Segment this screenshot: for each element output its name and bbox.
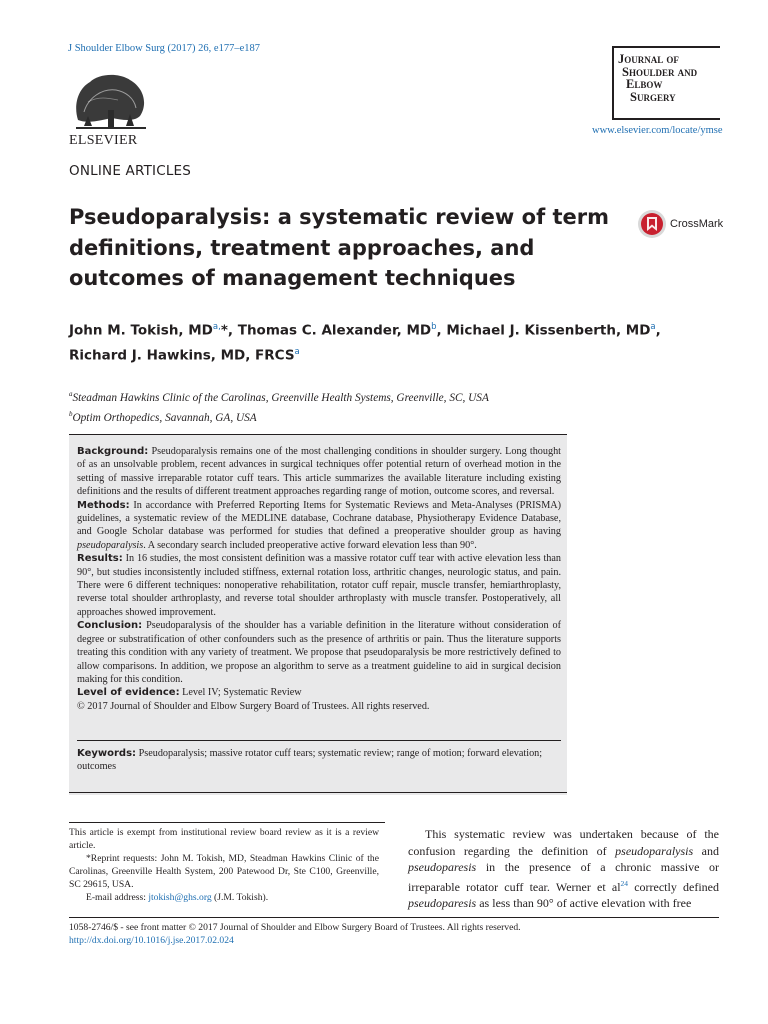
- abstract-text: In 16 studies, the most consistent definition was a massive rotator cuff tear with active elevation less than 90°, but studies inconsistently included stiffness, external rotation loss, arthritic changes, neurologic status, and pain. There were 6 different techniques: nonoperative rehabilitation, rotator cuff repair, muscle transfer, hemiarthroplasty, reverse total shoulder arthroplasty, and reverse total shoulder arthroplasty with muscle transfer. Postoperatively, all approaches showed improvement.: [77, 553, 561, 618]
- affiliation-text: Steadman Hawkins Clinic of the Carolinas, Greenville Health Systems, Greenville, SC, USA: [72, 391, 489, 404]
- body-text-run: correctly defined: [628, 879, 719, 894]
- abstract-italic-term: pseudoparalysis: [77, 539, 144, 551]
- journal-name-line: Shoulder and: [622, 64, 698, 79]
- abstract-text: In accordance with Preferred Reporting Items for Systematic Reviews and Meta-Analyses (PRISMA) guidelines, a systematic review of the MEDLINE database, Cochrane database, Physiotherapy Evidence Database, and Google Scholar database was performed for studies that defined a preoperative shoulder group as having: [77, 499, 561, 538]
- abstract-text: Pseudoparalysis of the shoulder has a variable definition in the literature without consideration of degree or substratification of other confounders such as the presence of arthritis or pain. Thus the literature supports treating this condition with any variety of treatment. We propose that pseudoparalysis be more restrictively defined to allow comparisons. In addition, we propose an algorithm to serve as a treatment guideline to aid in surgical decision making for this condition.: [77, 620, 561, 685]
- body-column: [408, 826, 719, 912]
- author-name: John M. Tokish, MD: [69, 322, 213, 339]
- front-matter-issn: 1058-2746/$ - see front matter © 2017 Journal of Shoulder and Elbow Surgery Board of Trustees. All rights reserved.: [69, 922, 521, 933]
- abstract-heading: Methods:: [77, 499, 130, 511]
- keywords-heading: Keywords:: [77, 748, 137, 759]
- footnote-email-prefix: E-mail address:: [86, 892, 149, 903]
- author-separator: ,: [436, 322, 447, 339]
- author-separator: ,: [655, 322, 661, 339]
- front-matter: [69, 921, 521, 948]
- crossmark-label: CrossMark: [670, 218, 724, 230]
- abstract-heading: Level of evidence:: [77, 687, 180, 699]
- section-label: ONLINE ARTICLES: [69, 163, 192, 179]
- author-name: Thomas C. Alexander, MD: [237, 322, 432, 339]
- affiliation-text: Optim Orthopedics, Savannah, GA, USA: [72, 411, 257, 424]
- author-affil-sup[interactable]: a: [650, 322, 656, 332]
- footnote-irb: This article is exempt from institutional review board review as it is a review article.: [69, 827, 379, 851]
- abstract-text: . A secondary search included preoperative active forward elevation less than 90°.: [143, 539, 477, 551]
- keywords-text: Pseudoparalysis; massive rotator cuff tears; systematic review; range of motion; forward elevation; outcomes: [77, 748, 543, 773]
- page-footer-rule: [69, 917, 719, 918]
- abstract-text: Pseudoparalysis remains one of the most challenging conditions in shoulder surgery. Long thought of as an unsolvable problem, recent advances in surgical techniques offer potential return of overhead motion in the setting of massive irreparable rotator cuff tears. This article summarizes the available literature including existing definitions and the results of different treatment approaches regarding range of motion, outcome scores, and reversal.: [77, 446, 562, 498]
- author-separator: ,: [227, 322, 238, 339]
- abstract-background: [77, 445, 561, 499]
- abstract-results: [77, 552, 561, 619]
- body-italic-term: pseudoparesis: [408, 896, 477, 911]
- affiliation-sup: b: [69, 409, 73, 418]
- abstract-heading: Conclusion:: [77, 620, 143, 632]
- journal-citation[interactable]: J Shoulder Elbow Surg (2017) 26, e177–e187: [68, 43, 260, 54]
- body-text-run: and: [693, 843, 720, 858]
- affiliation-sup: a: [69, 390, 73, 398]
- publisher-name: ELSEVIER: [69, 133, 138, 148]
- abstract-heading: Background:: [77, 446, 149, 457]
- body-italic-term: pseudoparalysis: [615, 843, 694, 858]
- author-affil-sup[interactable]: a,: [212, 322, 221, 332]
- body-paragraph: [408, 826, 719, 912]
- journal-name-line: Elbow: [626, 77, 663, 92]
- journal-name-line: Surgery: [630, 89, 676, 104]
- abstract-text: Level IV; Systematic Review: [182, 687, 302, 699]
- keywords: [77, 747, 561, 774]
- footnote-email: [69, 891, 379, 904]
- article-title: Pseudoparalysis: a systematic review of term definitions, treatment approaches, and outcomes of management techniques: [69, 205, 610, 290]
- abstract-conclusion: [77, 619, 561, 686]
- author-affil-sup[interactable]: a: [294, 346, 300, 357]
- body-text-run: in the presence of a chronic massive or irreparable rotator cuff tear. Werner et al: [408, 860, 719, 894]
- crossmark-button[interactable]: [637, 209, 723, 239]
- abstract-box: [69, 434, 567, 795]
- abstract-divider: [77, 740, 561, 741]
- affiliations: [69, 386, 489, 426]
- author-list: [69, 317, 709, 366]
- crossmark-icon: [637, 209, 667, 239]
- abstract-copyright: © 2017 Journal of Shoulder and Elbow Surgery Board of Trustees. All rights reserved.: [77, 700, 430, 712]
- footnote-divider: [69, 822, 385, 823]
- journal-url-link[interactable]: www.elsevier.com/locate/ymse: [592, 125, 723, 136]
- abstract-heading: Results:: [77, 553, 123, 565]
- journal-logo-text: [618, 53, 697, 103]
- body-italic-term: pseudoparesis: [408, 860, 477, 875]
- journal-name-line: Journal of: [618, 52, 679, 66]
- footnote-email-suffix: (J.M. Tokish).: [211, 892, 269, 903]
- email-link[interactable]: jtokish@ghs.org: [148, 892, 212, 903]
- body-text-run: This systematic review was undertaken because of the confusion regarding the definition of: [408, 827, 719, 858]
- affiliation-item: [69, 386, 489, 406]
- author-corresponding-star: *: [220, 322, 228, 339]
- author-name: Michael J. Kissenberth, MD: [446, 322, 651, 339]
- abstract-bottom-rule: [69, 792, 567, 793]
- abstract-body: [77, 445, 561, 713]
- body-text-run: as less than 90° of active elevation with free: [476, 896, 692, 911]
- abstract-methods: [77, 499, 561, 553]
- reference-link[interactable]: 24: [620, 878, 629, 888]
- footnotes: [69, 826, 379, 904]
- doi-link[interactable]: http://dx.doi.org/10.1016/j.jse.2017.02.024: [69, 935, 234, 947]
- abstract-level-of-evidence: [77, 686, 561, 699]
- footnote-reprint: *Reprint requests: John M. Tokish, MD, Steadman Hawkins Clinic of the Carolinas, Greenville Health System, 200 Patewood Dr, Ste C100, Greenville, SC 29615, USA.: [69, 853, 379, 890]
- author-name: Richard J. Hawkins, MD, FRCS: [69, 347, 295, 363]
- affiliation-item: [69, 406, 489, 426]
- author-affil-sup[interactable]: b: [431, 322, 437, 332]
